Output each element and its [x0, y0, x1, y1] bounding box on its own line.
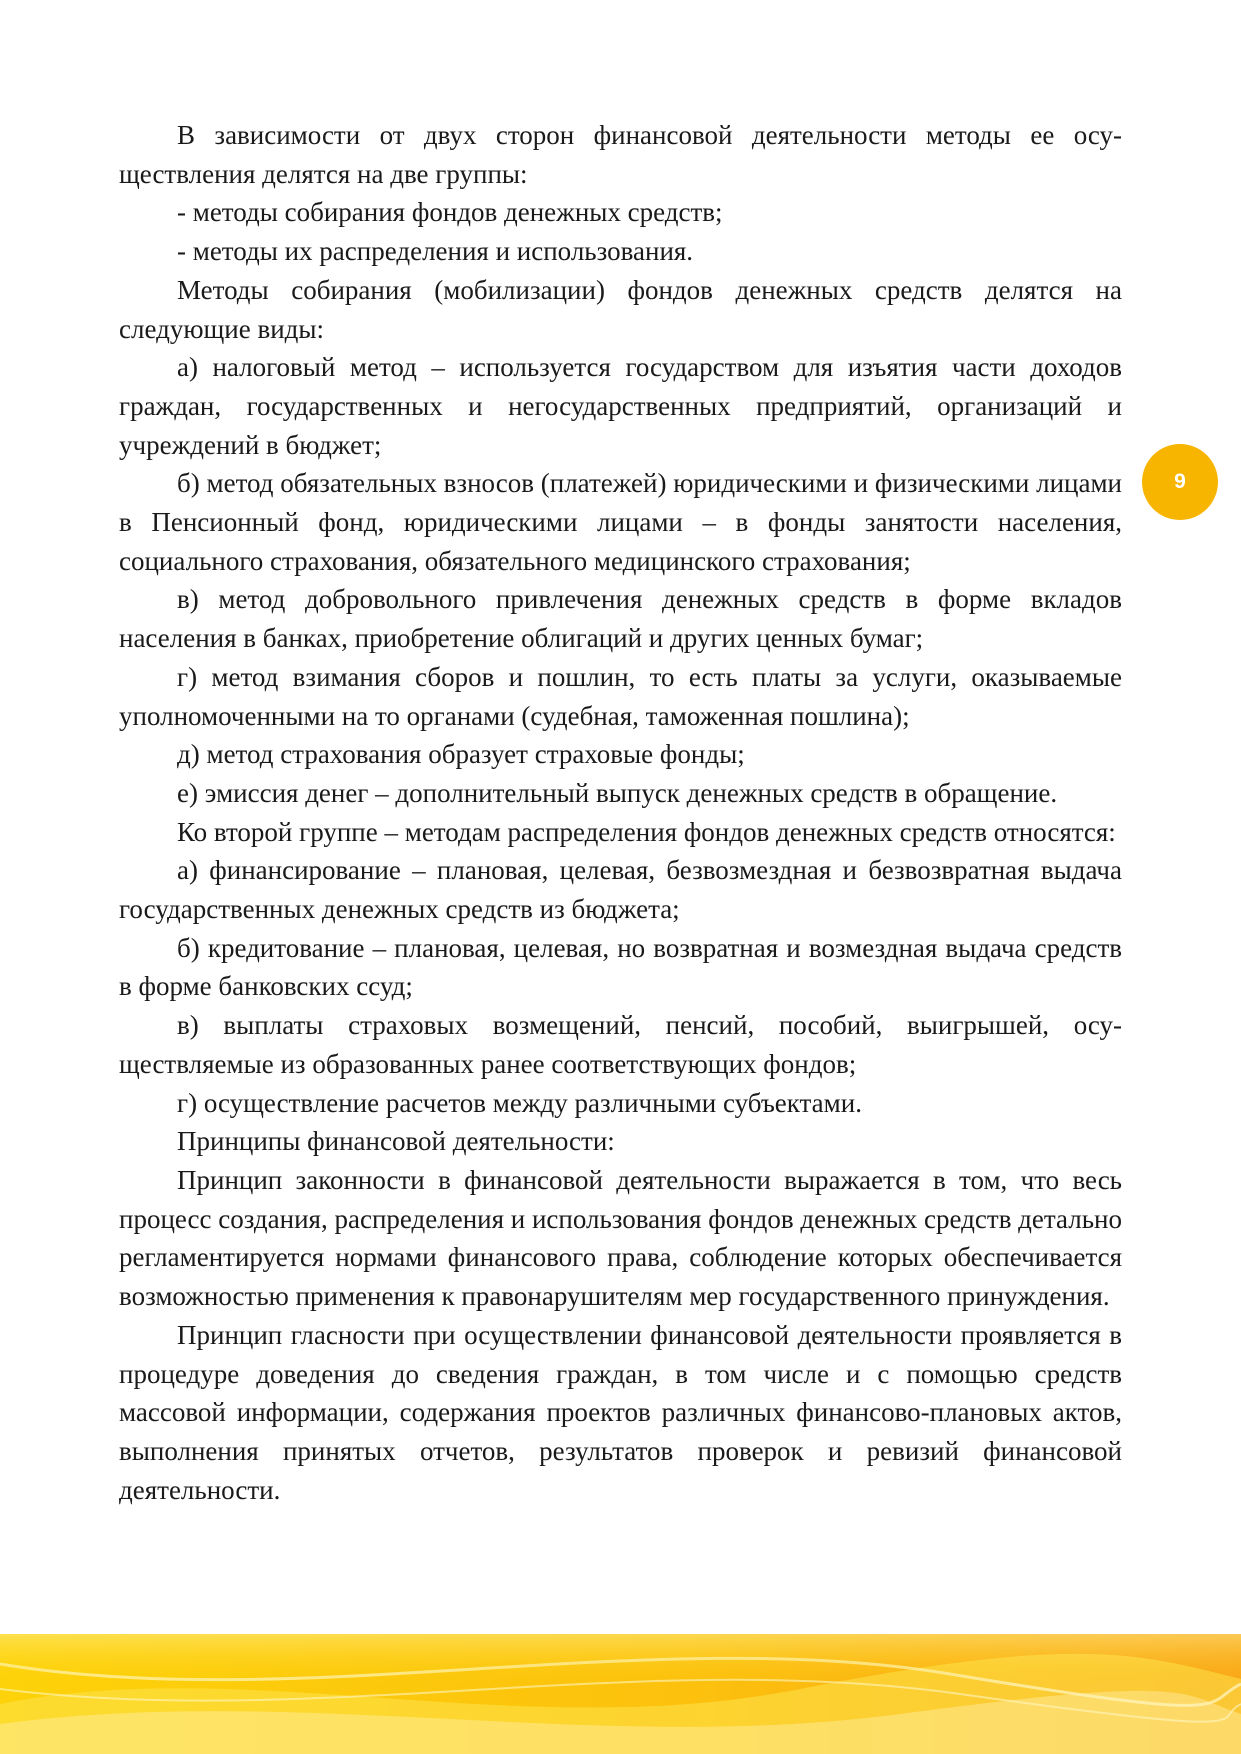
wave-decoration — [0, 1634, 1241, 1754]
list-item: а) финансирование – плановая, целевая, безвозмездная и безвозвратная выдача государственных денежных средств из бюджета; — [119, 855, 1122, 925]
paragraph: Принцип гласности при осуществлении финансовой деятельности проявляется в процедуре доведения до сведения граждан, в том числе и с помощью средств массовой информации, содержания проектов различных финансово-плановых актов, выполнения принятых отчетов, результатов проверок и ревизий финансовой деятельности. — [119, 1319, 1122, 1505]
list-item: - методы собирания фондов денежных средств; — [177, 197, 723, 228]
paragraph: В зависимости от двух сторон финансовой деятельности методы ее осуществления делятся на две группы: — [119, 120, 1122, 189]
paragraph: Ко второй группе – методам распределения фондов денежных средств относятся: — [177, 816, 1116, 847]
list-item: в) метод добровольного привлечения денежных средств в форме вкладов населения в банках, приобретение облигаций и других ценных бумаг; — [119, 584, 1122, 654]
list-item: б) кредитование – плановая, целевая, но возвратная и возмездная выдача средств в форме банковских ссуд; — [119, 932, 1122, 1002]
list-item: - методы их распределения и использования. — [177, 236, 694, 267]
footer-decorative-band — [0, 1634, 1241, 1754]
list-item: е) эмиссия денег – дополнительный выпуск денежных средств в обращение. — [177, 777, 1058, 808]
paragraph: Принципы финансовой деятельности: — [177, 1126, 615, 1157]
list-item: в) выплаты страховых возмещений, пенсий, пособий, выигрышей, осуществляемые из образованных ранее соответствующих фондов; — [119, 1010, 1122, 1079]
paragraph: Принцип законности в финансовой деятельности выражается в том, что весь процесс создания, распределения и использования фондов денежных средств детально регламентируется нормами финансового права, соблюдение которых обеспечивается возможностью применения к правонарушителям мер государственного принуждения. — [119, 1164, 1122, 1312]
page-number-badge — [1142, 444, 1218, 520]
paragraph: Методы собирания (мобилизации) фондов денежных средств делятся на следующие виды: — [119, 274, 1122, 344]
page-number: 9 — [1174, 470, 1186, 493]
list-item: г) осуществление расчетов между различными субъектами. — [177, 1087, 862, 1118]
body-text — [119, 116, 1122, 1509]
list-item: а) налоговый метод – используется государством для изъятия части доходов граждан, государственных и негосударственных предприятий, организаций и учреждений в бюджет; — [119, 352, 1122, 460]
list-item: г) метод взимания сборов и пошлин, то есть платы за услуги, оказываемые уполномоченными на то органами (судебная, таможенная пошлина); — [119, 661, 1122, 731]
list-item: б) метод обязательных взносов (платежей) юридическими и физическими лицами в Пенсионный фонд, юридическими лицами – в фонды занятости населения, социального страхования, обязательного медицинского страхования; — [119, 468, 1122, 576]
list-item: д) метод страхования образует страховые фонды; — [177, 739, 745, 770]
